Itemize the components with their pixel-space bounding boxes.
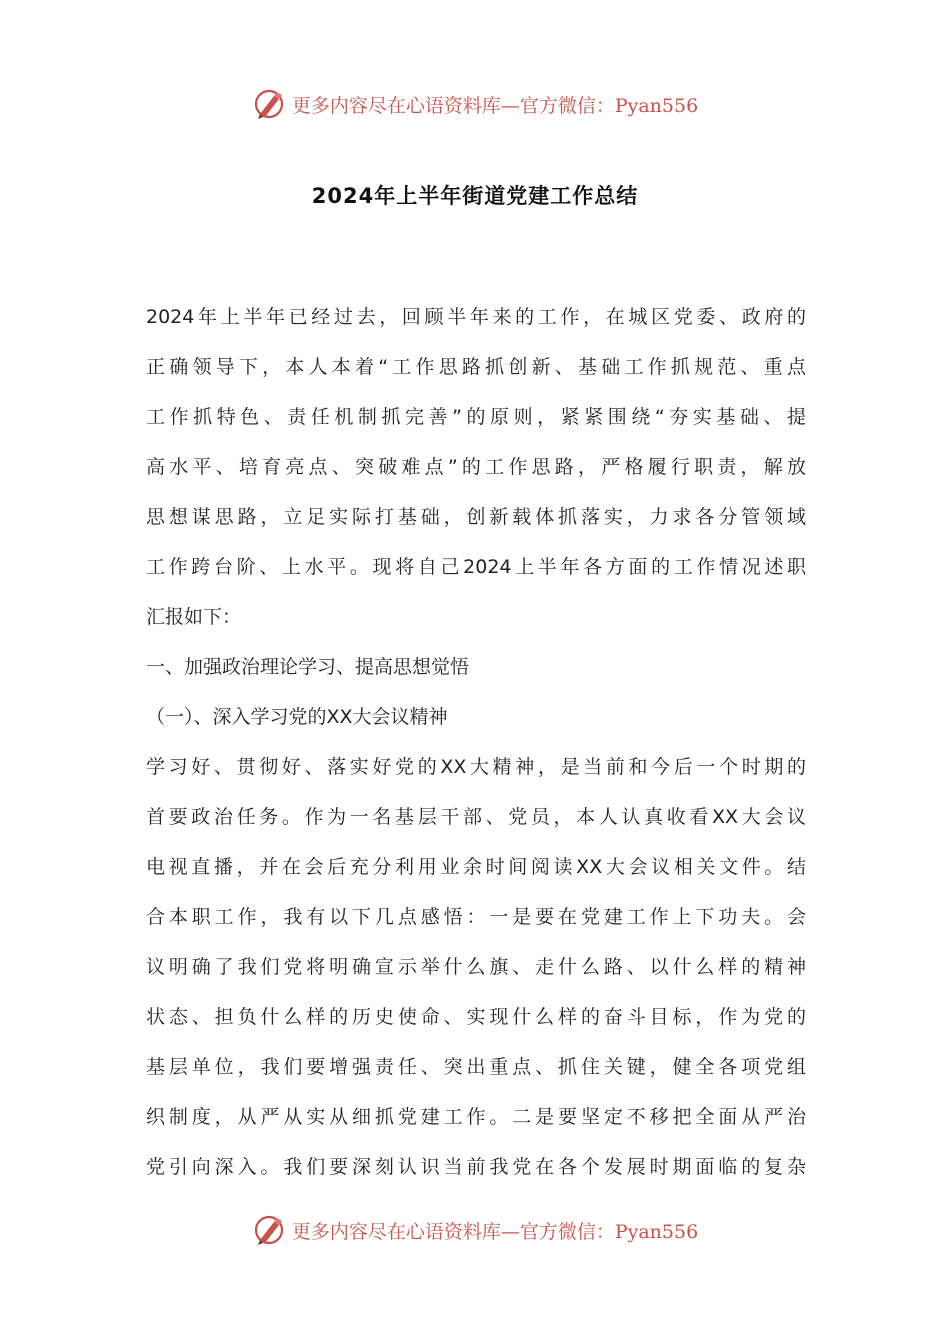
paragraph-line: 党引向深入。我们要深刻认识当前我党在各个发展时期面临的复杂 <box>146 1156 806 1178</box>
subsection-heading: （一）、深入学习党的XX大会议精神 <box>146 706 448 728</box>
pen-icon <box>252 1212 288 1248</box>
watermark-text: 更多内容尽在心语资料库—官方微信：Pyan556 <box>291 1220 699 1243</box>
paragraph-line: 基层单位，我们要增强责任、突出重点、抓住关键，健全各项党组 <box>146 1056 806 1078</box>
paragraph-line: 工作抓特色、责任机制抓完善”的原则，紧紧围绕“夯实基础、提 <box>146 406 806 428</box>
paragraph-line: 正确领导下，本人本着“工作思路抓创新、基础工作抓规范、重点 <box>146 356 806 378</box>
watermark-text: 更多内容尽在心语资料库—官方微信：Pyan556 <box>291 94 699 117</box>
section-heading: 一、加强政治理论学习、提高思想觉悟 <box>146 656 470 678</box>
header-watermark-banner <box>0 82 950 126</box>
pen-icon <box>252 86 288 122</box>
footer-watermark-banner <box>0 1208 950 1252</box>
paragraph-line: 高水平、培育亮点、突破难点”的工作思路，严格履行职责，解放 <box>146 456 806 478</box>
paragraph-line: 汇报如下： <box>146 606 242 628</box>
paragraph-line: 状态、担负什么样的历史使命、实现什么样的奋斗目标，作为党的 <box>146 1006 806 1028</box>
paragraph-line: 2024年上半年已经过去，回顾半年来的工作，在城区党委、政府的 <box>146 306 806 328</box>
document-title: 2024年上半年街道党建工作总结 <box>311 184 639 208</box>
paragraph-line: 议明确了我们党将明确宣示举什么旗、走什么路、以什么样的精神 <box>146 956 806 978</box>
document-body <box>146 292 806 1192</box>
paragraph-line: 合本职工作，我有以下几点感悟：一是要在党建工作上下功夫。会 <box>146 906 806 928</box>
paragraph-line: 学习好、贯彻好、落实好党的XX大精神，是当前和今后一个时期的 <box>146 756 806 778</box>
paragraph-line: 思想谋思路，立足实际打基础，创新载体抓落实，力求各分管领域 <box>146 506 806 528</box>
paragraph-line: 工作跨台阶、上水平。现将自己2024上半年各方面的工作情况述职 <box>146 556 806 578</box>
paragraph-line: 电视直播，并在会后充分利用业余时间阅读XX大会议相关文件。结 <box>146 856 806 878</box>
paragraph-line: 织制度，从严从实从细抓党建工作。二是要坚定不移把全面从严治 <box>146 1106 806 1128</box>
paragraph-line: 首要政治任务。作为一名基层干部、党员，本人认真收看XX大会议 <box>146 806 806 828</box>
